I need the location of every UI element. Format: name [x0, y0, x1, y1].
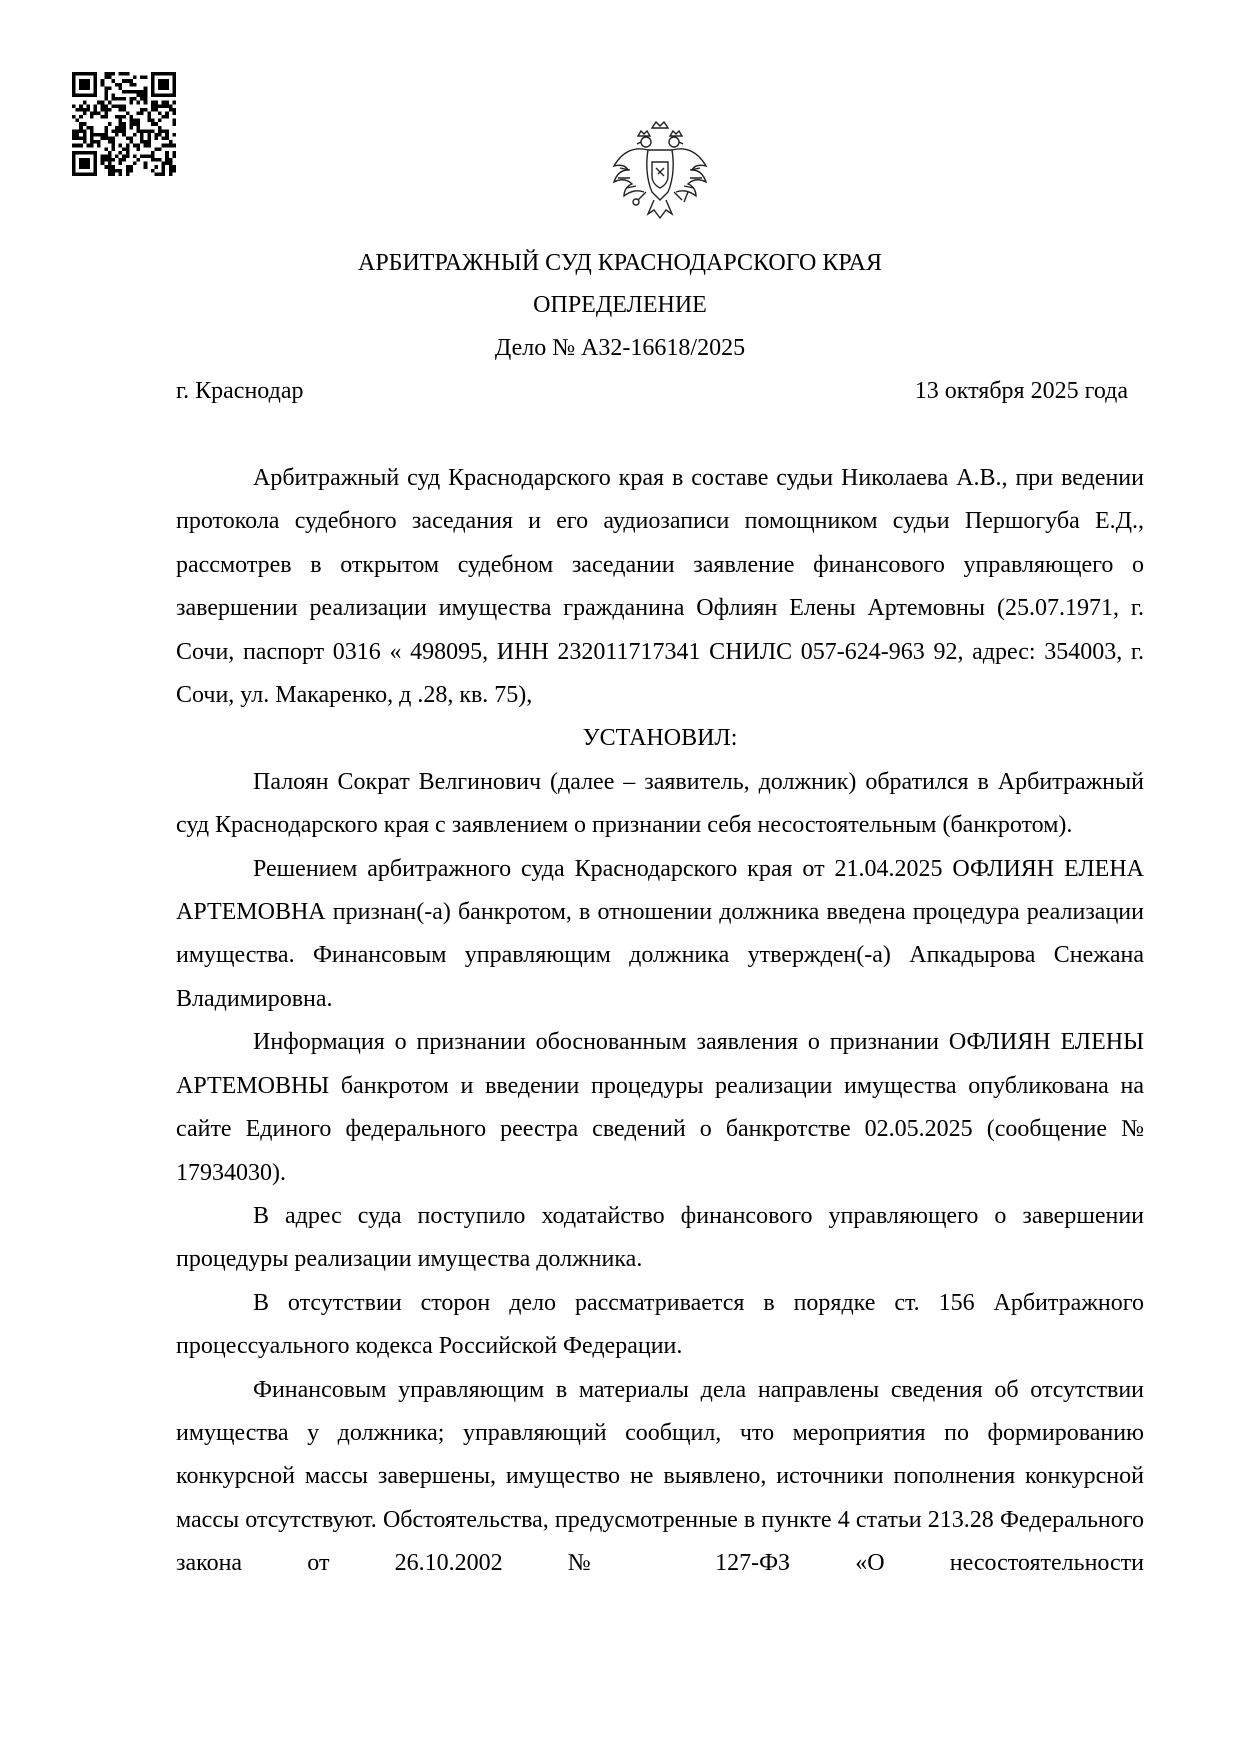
intro-paragraph: Арбитражный суд Краснодарского края в составе судьи Николаева А.В., при ведении протокола судебного заседания и его аудиозаписи помощником судьи Першогуба Е.Д., рассмотрев в открытом судебном заседании заявление финансового управляющего о завершении реализации имущества гражданина Офлиян Елены Артемовны (25.07.1971, г. Сочи, паспорт 0316 « 498095, ИНН 232011717341 СНИЛС 057-624-963 92, адрес: 354003, г. Сочи, ул. Макаренко, д .28, кв. 75),	[176, 465, 1144, 709]
section-heading: УСТАНОВИЛ:	[582, 725, 738, 752]
coat-of-arms-icon	[608, 118, 712, 226]
document-type: ОПРЕДЕЛЕНИЕ	[533, 292, 707, 318]
paragraph: Решением арбитражного суда Краснодарского края от 21.04.2025 ОФЛИЯН ЕЛЕНА АРТЕМОВНА признан(-а) банкротом, в отношении должника введена процедура реализации имущества. Финансовым управляющим должника утвержден(-а) Апкадырова Снежана Владимировна.	[176, 855, 1144, 1012]
city: г. Краснодар	[176, 378, 304, 404]
paragraph: Палоян Сократ Велгинович (далее – заявитель, должник) обратился в Арбитражный суд Краснодарского края с заявлением о признании себя несостоятельным (банкротом).	[176, 768, 1144, 839]
paragraph: В отсутствии сторон дело рассматривается в порядке ст. 156 Арбитражного процессуального кодекса Российской Федерации.	[176, 1289, 1144, 1360]
paragraph: Информация о признании обоснованным заявления о признании ОФЛИЯН ЕЛЕНЫ АРТЕМОВНЫ банкротом и введении процедуры реализации имущества опубликована на сайте Единого федерального реестра сведений о банкротстве 02.05.2025 (сообщение № 17934030).	[176, 1029, 1144, 1186]
paragraph: Финансовым управляющим в материалы дела направлены сведения об отсутствии имущества у должника; управляющий сообщил, что мероприятия по формированию конкурсной массы завершены, имущество не выявлено, источники пополнения конкурсной массы отсутствуют. Обстоятельства, предусмотренные в пункте 4 статьи 213.28 Федерального закона от 26.10.2002 № 127-ФЗ «О несостоятельности	[176, 1376, 1144, 1577]
paragraph: В адрес суда поступило ходатайство финансового управляющего о завершении процедуры реализации имущества должника.	[176, 1202, 1144, 1273]
case-number: Дело № А32-16618/2025	[494, 335, 746, 361]
document-body	[176, 457, 1144, 1586]
document-date: 13 октября 2025 года	[914, 378, 1128, 404]
court-name: АРБИТРАЖНЫЙ СУД КРАСНОДАРСКОГО КРАЯ	[357, 250, 882, 276]
qr-code-icon	[72, 72, 176, 176]
